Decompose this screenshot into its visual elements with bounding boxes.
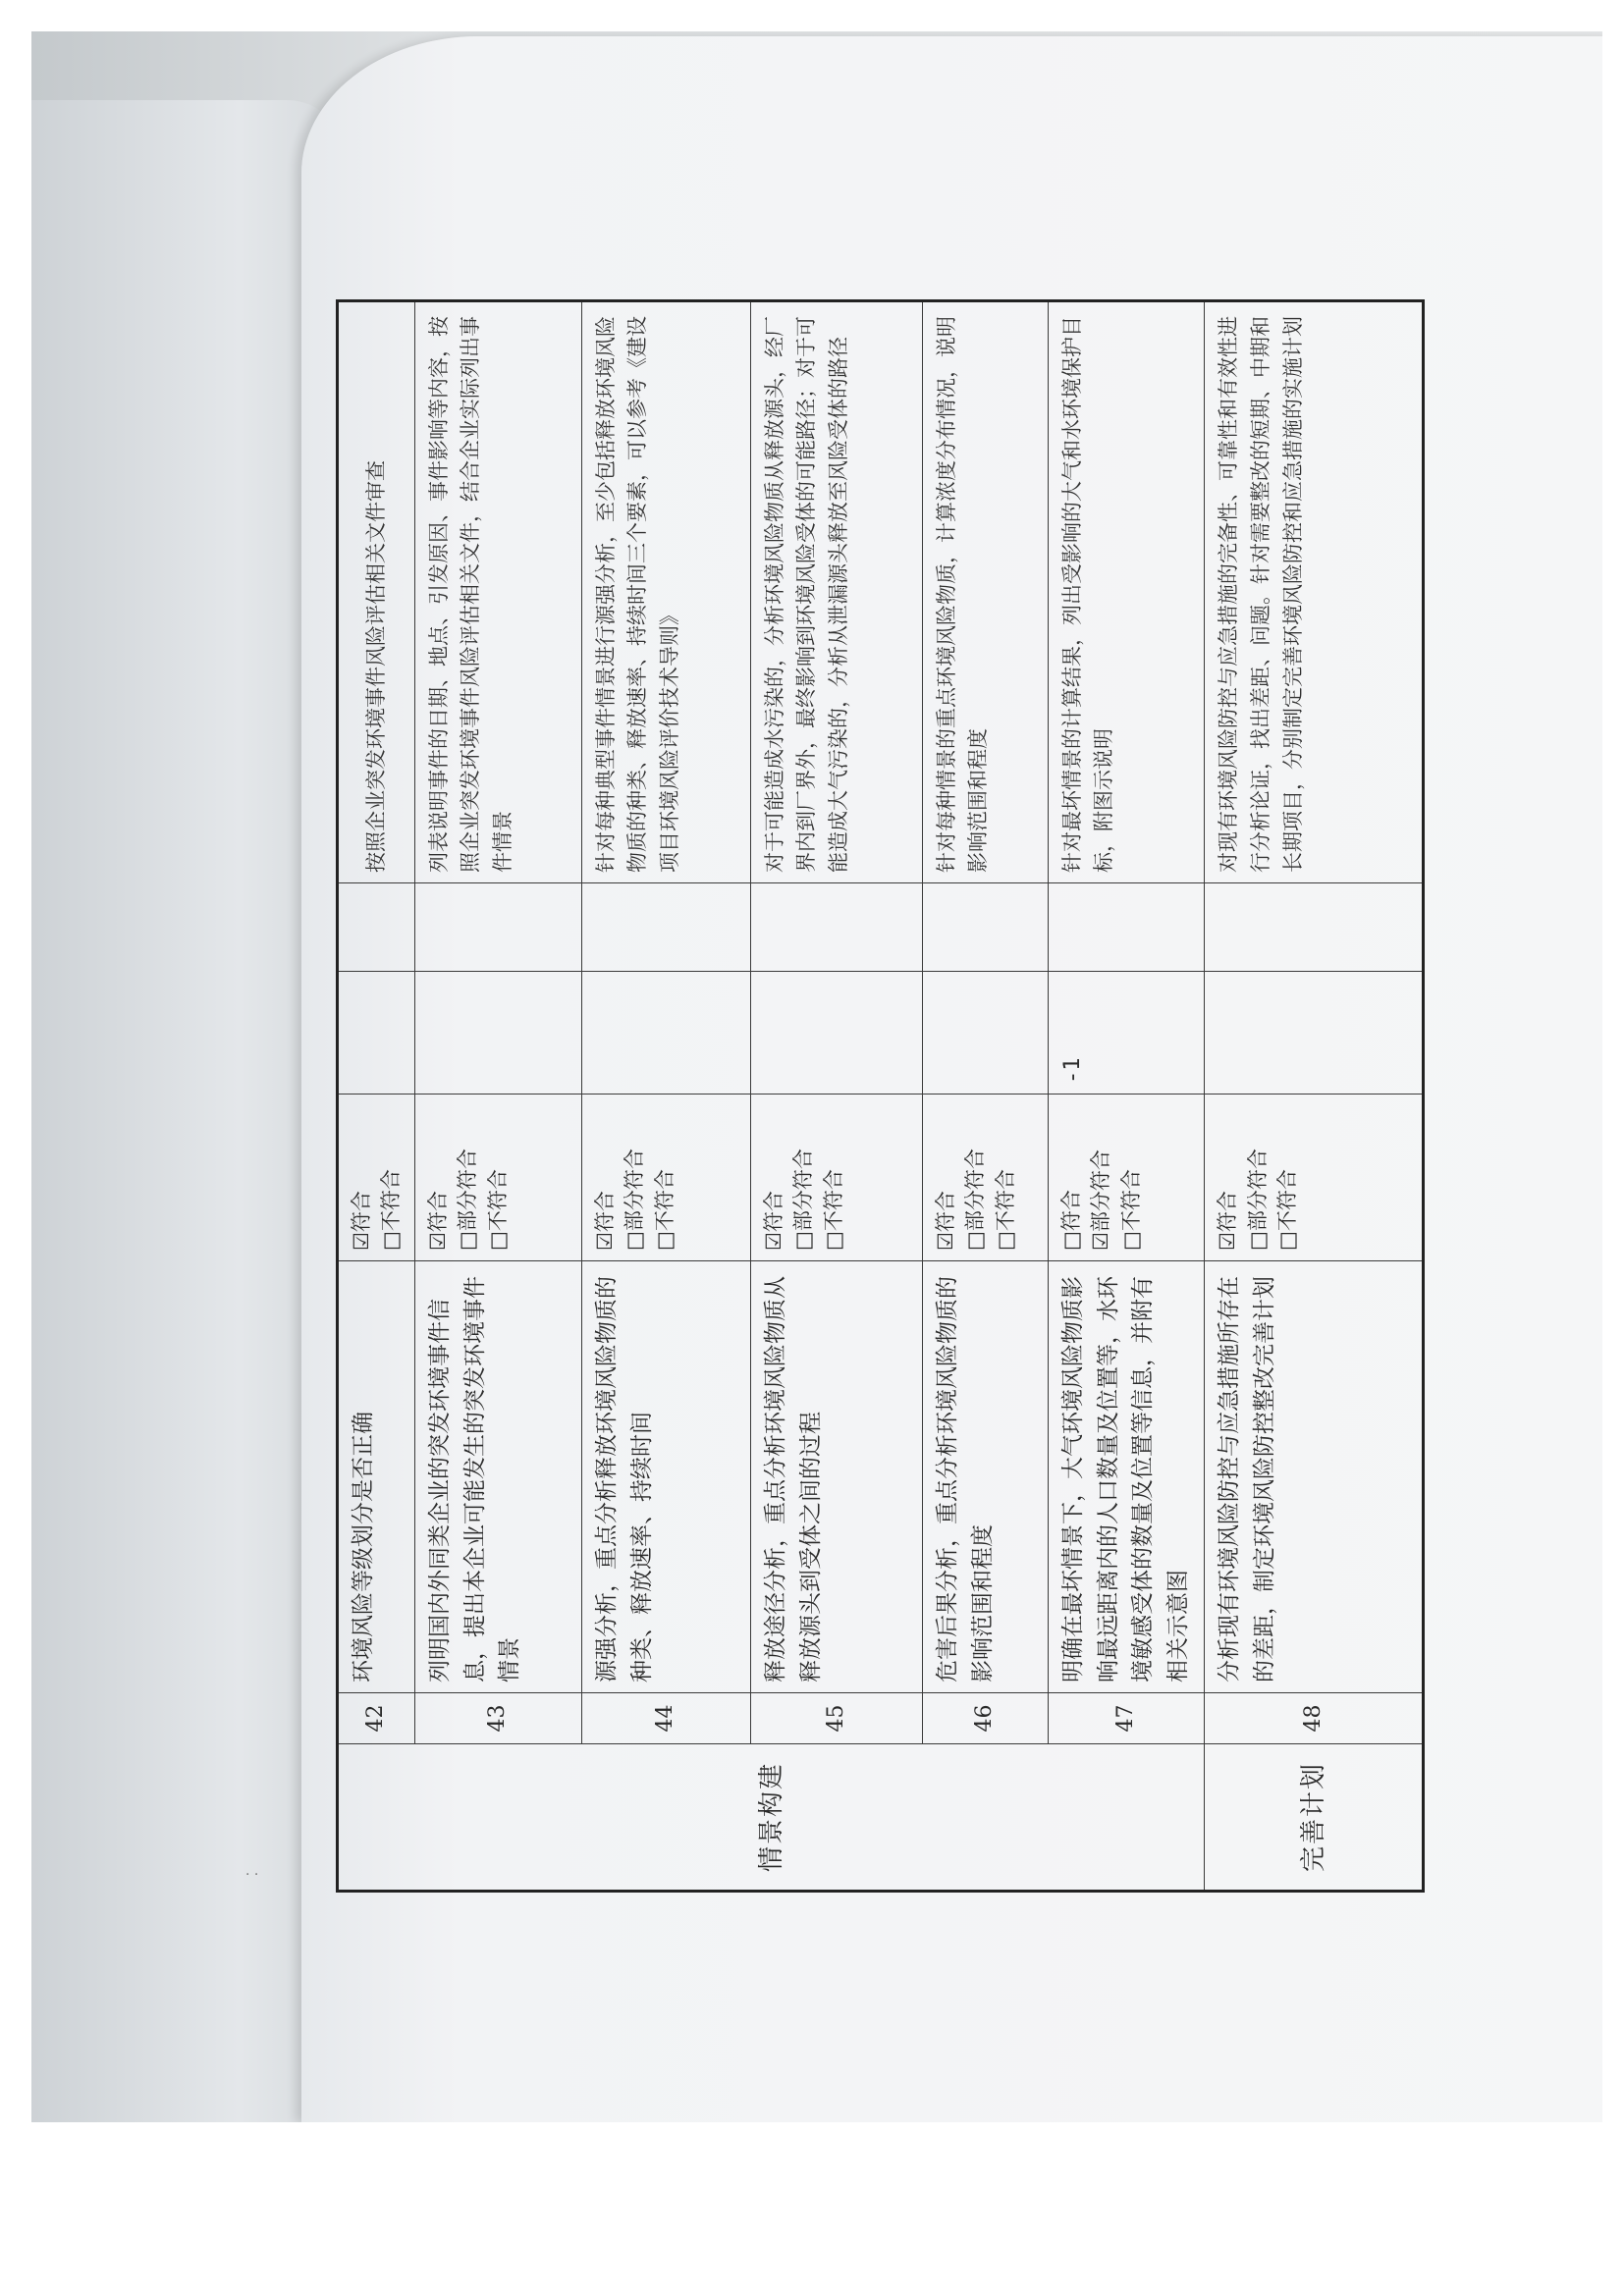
requirement-text: 明确在最坏情景下，大气环境风险物质影响最远距离内的人口数量及位置等，水环境敏感受体的数量及位置等信息，并附有相关示意图 [1048,1261,1205,1693]
requirement-text: 释放途径分析，重点分析环境风险物质从释放源头到受体之间的过程 [750,1261,922,1693]
table-row [922,301,1048,1892]
status-option: ☑符合 [761,1191,785,1251]
item-number: 42 [338,1693,415,1744]
status-option: □不符合 [1275,1169,1300,1251]
status-option: □部分符合 [623,1148,647,1251]
remark-cell [922,883,1048,972]
status-option: □部分符合 [456,1148,480,1251]
compliance-status [1205,1095,1424,1261]
status-option: □不符合 [379,1169,404,1251]
review-table [336,299,1425,1893]
review-table-wrapper [336,302,1396,1893]
remark-cell [414,883,581,972]
remark-cell [581,883,750,972]
remark-cell [1205,883,1424,972]
compliance-status [338,1095,415,1261]
status-option: □不符合 [652,1169,677,1251]
review-method: 对现有环境风险防控与应急措施的完备性、可靠性和有效性进行分析论证，找出差距、问题。针对需要整改的短期、中期和长期项目，分别制定完善环境风险防控和应急措施的实施计划 [1205,301,1424,883]
review-method: 针对每种情景的重点环境风险物质，计算浓度分布情况，说明影响范围和程度 [922,301,1048,883]
note-cell: -1 [1048,972,1205,1095]
table-row [1048,301,1205,1892]
remark-cell [1048,883,1205,972]
compliance-status [1048,1095,1205,1261]
review-method: 针对每种典型事件情景进行源强分析，至少包括释放环境风险物质的种类、释放速率、持续时间三个要素，可以参考《建设项目环境风险评价技术导则》 [581,301,750,883]
requirement-text: 源强分析，重点分析释放环境风险物质的种类、释放速率、持续时间 [581,1261,750,1693]
table-row [750,301,922,1892]
status-option: □部分符合 [963,1148,988,1251]
status-option: ☑符合 [350,1191,373,1251]
category-cell: 完善计划 [1205,1744,1424,1892]
status-option: □不符合 [485,1169,510,1251]
review-method: 按照企业突发环境事件风险评估相关文件审查 [338,301,415,883]
note-cell [922,972,1048,1095]
page-marks: · · [245,1867,259,1883]
item-number: 43 [414,1693,581,1744]
status-option: ☑符合 [933,1191,957,1251]
status-option: ☑符合 [592,1191,617,1251]
item-number: 48 [1205,1693,1424,1744]
status-option: □不符合 [993,1169,1017,1251]
remark-cell [338,883,415,972]
compliance-status [750,1095,922,1261]
note-cell [581,972,750,1095]
note-cell [1205,972,1424,1095]
table-row [338,301,415,1892]
item-number: 45 [750,1693,922,1744]
note-cell [414,972,581,1095]
review-method: 对于可能造成水污染的，分析环境风险物质从释放源头，经厂界内到厂界外，最终影响到环境风险受体的可能路径；对于可能造成大气污染的，分析从泄漏源头释放至风险受体的路径 [750,301,922,883]
status-option: □不符合 [1118,1169,1143,1251]
review-method: 针对最坏情景的计算结果，列出受影响的大气和水环境保护目标，附图示说明 [1048,301,1205,883]
status-option: □符合 [1058,1190,1083,1251]
table-row [581,301,750,1892]
requirement-text: 危害后果分析，重点分析环境风险物质的影响范围和程度 [922,1261,1048,1693]
compliance-status [414,1095,581,1261]
category-cell: 情景构建 [338,1744,1205,1892]
review-method: 列表说明事件的日期、地点、引发原因、事件影响等内容，按照企业突发环境事件风险评估相关文件，结合企业实际列出事件情景 [414,301,581,883]
requirement-text: 分析现有环境风险防控与应急措施所存在的差距，制定环境风险防控整改完善计划 [1205,1261,1424,1693]
table-row [1205,301,1424,1892]
item-number: 47 [1048,1693,1205,1744]
status-option: ☑符合 [425,1191,450,1251]
status-option: ☑符合 [1216,1191,1240,1251]
status-option: □部分符合 [791,1148,816,1251]
item-number: 44 [581,1693,750,1744]
note-cell [750,972,922,1095]
note-cell [338,972,415,1095]
status-option: □不符合 [821,1169,845,1251]
table-row [414,301,581,1892]
left-page [31,100,346,2122]
status-option: □部分符合 [1245,1148,1270,1251]
requirement-text: 环境风险等级划分是否正确 [338,1261,415,1693]
requirement-text: 列明国内外同类企业的突发环境事件信息，提出本企业可能发生的突发环境事件情景 [414,1261,581,1693]
compliance-status [581,1095,750,1261]
item-number: 46 [922,1693,1048,1744]
status-option: ☑部分符合 [1089,1149,1113,1251]
compliance-status [922,1095,1048,1261]
remark-cell [750,883,922,972]
